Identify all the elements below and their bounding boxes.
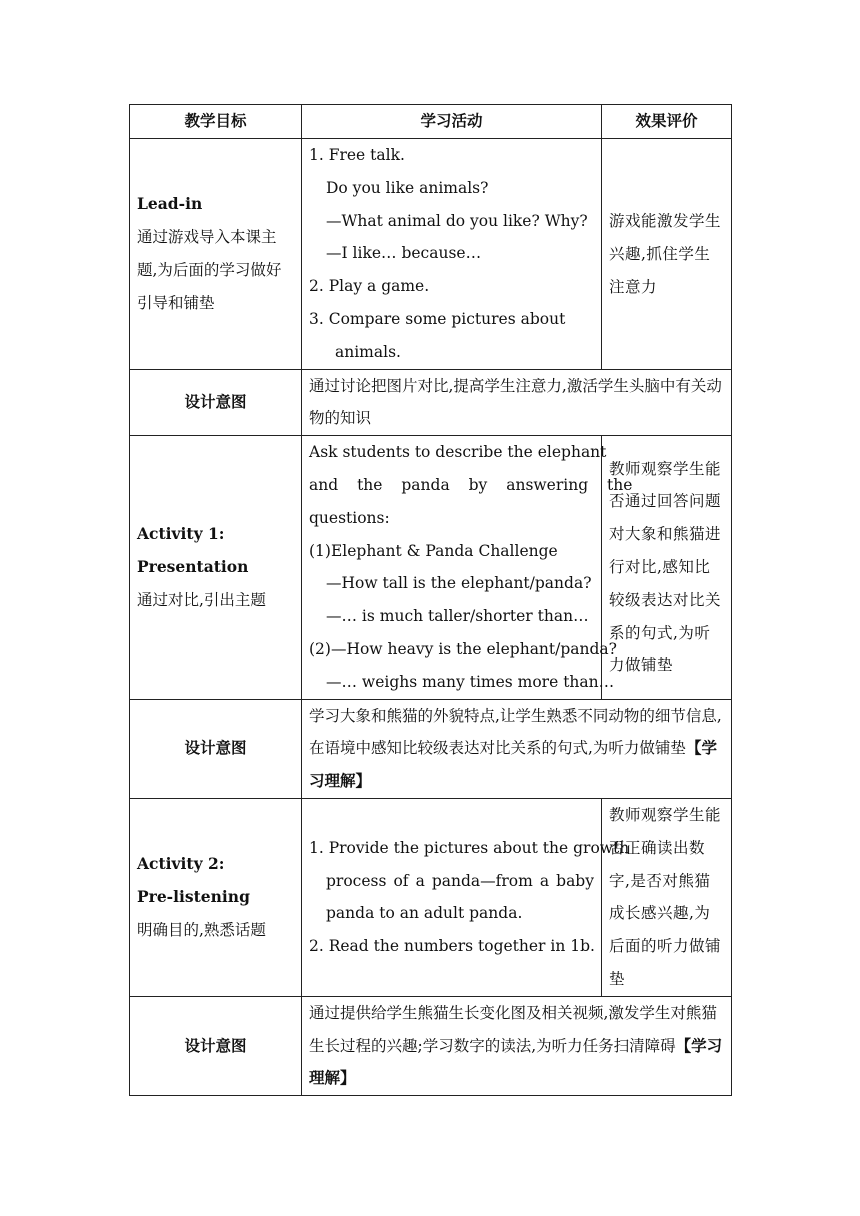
- activity-line: questions:: [309, 508, 390, 527]
- goal-description: 通过游戏导入本课主题,为后面的学习做好引导和铺垫: [137, 227, 282, 312]
- evaluation-cell: 游戏能激发学生兴趣,抓住学生注意力: [602, 139, 732, 370]
- header-evaluation: 效果评价: [602, 105, 732, 139]
- activity-line: 3. Compare some pictures about: [309, 309, 566, 328]
- activity-line: (2)—How heavy is the elephant/panda?: [309, 639, 617, 658]
- lesson-plan-table: [129, 104, 732, 1096]
- intent-cell: [302, 996, 732, 1095]
- intent-label: 设计意图: [130, 699, 302, 798]
- intent-label: 设计意图: [130, 369, 302, 436]
- intent-row: [130, 369, 732, 436]
- section-row-activity-1: [130, 436, 732, 699]
- section-row-activity-2: [130, 798, 732, 996]
- header-row: [130, 105, 732, 139]
- activity-line: process of a panda—from a baby: [326, 871, 594, 890]
- activity-line: 1. Free talk.: [309, 146, 405, 164]
- goal-cell: [130, 139, 302, 370]
- activity-cell: [302, 798, 630, 996]
- activity-line: —I like… because…: [326, 244, 482, 263]
- goal-cell: [130, 436, 302, 699]
- evaluation-cell: 教师观察学生能否通过回答问题对大象和熊猫进行对比,感知比较级表达对比关系的句式,为听力做铺垫: [602, 436, 732, 699]
- goal-cell: [130, 798, 302, 996]
- goal-subtitle: Pre-listening: [137, 886, 250, 906]
- activity-line: panda to an adult panda.: [326, 904, 523, 923]
- activity-line: Ask students to describe the elephant: [309, 443, 607, 462]
- activity-line: Do you like animals?: [326, 178, 489, 197]
- goal-title: Activity 2:: [137, 854, 225, 874]
- intent-label: 设计意图: [130, 996, 302, 1095]
- goal-description: 明确目的,熟悉话题: [137, 920, 266, 939]
- activity-line: —What animal do you like? Why?: [326, 211, 588, 230]
- goal-title: Activity 1:: [137, 524, 225, 544]
- activity-line: —… is much taller/shorter than…: [326, 607, 589, 626]
- activity-line: 2. Play a game.: [309, 277, 430, 296]
- intent-cell: [302, 699, 732, 798]
- section-row-lead-in: [130, 139, 732, 370]
- activity-line: and the panda by answering the: [309, 475, 633, 494]
- header-goal: 教学目标: [130, 105, 302, 139]
- activity-line: —… weighs many times more than…: [326, 672, 615, 691]
- activity-line: 1. Provide the pictures about the growth: [309, 838, 630, 857]
- intent-text: 学习大象和熊猫的外貌特点,让学生熟悉不同动物的细节信息,在语境中感知比较级表达对比关系的句式,为听力做铺垫: [309, 706, 722, 758]
- activity-line: (1)Elephant & Panda Challenge: [309, 541, 558, 560]
- intent-tag: 【学习理解】: [309, 738, 717, 791]
- activity-cell: [302, 436, 633, 699]
- intent-row: [130, 996, 732, 1095]
- intent-row: [130, 699, 732, 798]
- intent-tag: 【学习理解】: [309, 1035, 723, 1088]
- activity-line: —How tall is the elephant/panda?: [326, 574, 592, 593]
- goal-description: 通过对比,引出主题: [137, 590, 266, 609]
- header-activity: 学习活动: [302, 105, 602, 139]
- evaluation-cell: 教师观察学生能否正确读出数字,是否对熊猫成长感兴趣,为后面的听力做铺垫: [602, 798, 732, 996]
- activity-cell: [302, 139, 602, 370]
- activity-line: animals.: [335, 342, 401, 361]
- intent-cell: [302, 369, 732, 436]
- intent-text: 通过讨论把图片对比,提高学生注意力,激活学生头脑中有关动物的知识: [309, 376, 722, 428]
- goal-subtitle: Presentation: [137, 556, 249, 576]
- intent-text: 通过提供给学生熊猫生长变化图及相关视频,激发学生对熊猫生长过程的兴趣;学习数字的读法,为听力任务扫清障碍: [309, 1003, 717, 1055]
- activity-line: 2. Read the numbers together in 1b.: [309, 937, 595, 956]
- goal-title: Lead-in: [137, 194, 203, 214]
